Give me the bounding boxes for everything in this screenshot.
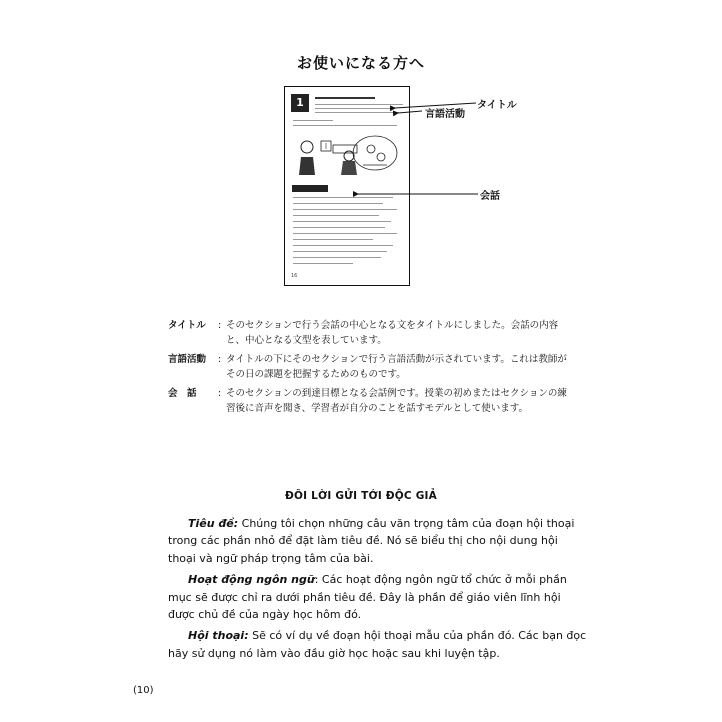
sample-activity-line (315, 104, 403, 105)
sample-title-line (315, 97, 375, 99)
dialogue-line (293, 227, 385, 228)
jp-term: 会 話 (168, 388, 197, 399)
dialogue-line (293, 245, 393, 246)
sample-page-thumbnail (284, 86, 410, 286)
dialogue-line (293, 263, 353, 264)
vn-paragraph-title (168, 515, 588, 567)
dialogue-line (293, 251, 387, 252)
dialogue-line (293, 257, 381, 258)
vn-text: Chúng tôi chọn những câu văn trọng tâm của đoạn hội thoại trong các phần nhỏ để đặt làm tiêu đề. Nó sẽ biểu thị cho nội dung hội thoại và ngữ pháp trọng tâm của bài. (168, 517, 575, 565)
jp-colon: : (218, 354, 222, 365)
jp-item-title (168, 318, 568, 348)
vn-term: Tiêu đề: (188, 517, 239, 530)
vn-term: Hội thoại: (188, 629, 249, 643)
vn-paragraph-language-activity (168, 571, 588, 623)
dialogue-line (293, 215, 379, 216)
vn-description-list (168, 515, 588, 666)
lesson-number-badge: 1 (291, 94, 309, 112)
jp-text: そのセクションの到達目標となる会話例です。授業の初めまたはセクションの練習後に音声を聞き、学習者が自分のことを話すモデルとして使います。 (226, 388, 567, 414)
jp-text: タイトルの下にそのセクションで行う言語活動が示されています。これは教師がその日の課題を把握するためのものです。 (226, 354, 567, 380)
sample-activity-line (315, 108, 395, 109)
conversation-header-bar (292, 185, 328, 192)
vn-term: Hoạt động ngôn ngữ (188, 573, 315, 587)
callout-conversation: 会話 (480, 191, 500, 202)
dialogue-line (293, 233, 397, 234)
jp-colon: : (218, 388, 222, 399)
dialogue-line (293, 221, 391, 222)
dialogue-line (293, 239, 373, 240)
callout-language-activity: 言語活動 (425, 109, 465, 120)
sample-text-line (293, 120, 333, 121)
sample-page-number: 16 (291, 273, 298, 279)
dialogue-line (293, 203, 383, 204)
sample-illustration (293, 135, 403, 179)
vn-paragraph-conversation (168, 627, 588, 662)
jp-text: そのセクションで行う会話の中心となる文をタイトルにしました。会話の内容と、中心となる文型を表しています。 (226, 320, 559, 346)
vn-text: Sẽ có ví dụ về đoạn hội thoại mẫu của phần đó. Các bạn đọc hãy sử dụng nó làm vào đầu giờ học hoặc sau khi luyện tập. (168, 629, 587, 660)
dialogue-line (293, 209, 397, 210)
jp-item-conversation (168, 386, 568, 416)
jp-description-list (168, 318, 568, 420)
page-title: お使いになる方へ (296, 54, 425, 72)
sample-text-line (293, 125, 397, 126)
jp-colon: : (218, 320, 222, 331)
callout-title: タイトル (477, 100, 517, 111)
jp-term: タイトル (168, 320, 206, 331)
jp-item-language-activity (168, 352, 568, 382)
vn-section-title: ĐÔI LỜI GỬI TỚI ĐỘC GIẢ (285, 490, 437, 502)
footer-page-number: (10) (133, 685, 154, 696)
vn-text: : Các hoạt động ngôn ngữ tổ chức ở mỗi phần mục sẽ được chỉ ra dưới phần tiêu đề. Đây là phần để giáo viên lĩnh hội được chủ đề của ngày học hôm đó. (168, 573, 567, 622)
dialogue-line (293, 197, 393, 198)
jp-term: 言語活動 (168, 354, 207, 365)
sample-activity-line (315, 112, 399, 113)
